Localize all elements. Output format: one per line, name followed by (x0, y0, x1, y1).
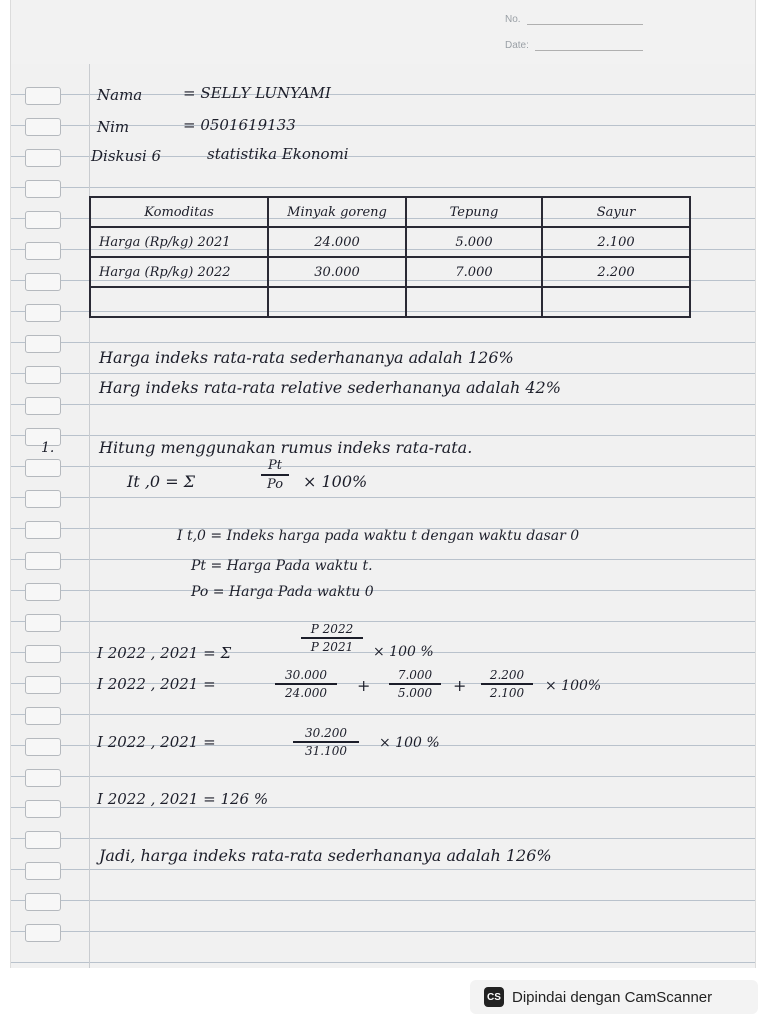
margin-box (25, 397, 61, 415)
table-cell (90, 287, 268, 317)
page-header (11, 0, 755, 64)
step3-fraction (293, 726, 359, 758)
margin-box (25, 924, 61, 942)
step1-rhs: × 100 % (373, 644, 434, 660)
margin-box (25, 490, 61, 508)
date-underline (535, 50, 643, 51)
table-header-row (90, 197, 690, 227)
step1-fraction (301, 622, 363, 654)
margin-box (25, 583, 61, 601)
margin-box (25, 273, 61, 291)
margin-box (25, 180, 61, 198)
margin-box (25, 645, 61, 663)
table-cell: 2.200 (542, 257, 690, 287)
formula-rhs: × 100% (303, 472, 368, 491)
margin-box (25, 366, 61, 384)
table-cell: 24.000 (268, 227, 406, 257)
step3-denominator: 31.100 (305, 744, 347, 758)
definition-3: Po = Harga Pada waktu 0 (191, 584, 374, 600)
step4: I 2022 , 2021 = 126 % (97, 790, 269, 808)
table-cell: Harga (Rp/kg) 2021 (90, 227, 268, 257)
margin-box (25, 211, 61, 229)
step1-lhs: I 2022 , 2021 = Σ (97, 644, 232, 662)
margin-box (25, 521, 61, 539)
step2-f2-numerator: 7.000 (397, 668, 433, 682)
header-sayur: Sayur (542, 197, 690, 227)
margin-box (25, 552, 61, 570)
margin-box (25, 769, 61, 787)
table-cell: 30.000 (268, 257, 406, 287)
table-cell (268, 287, 406, 317)
fraction-bar (389, 683, 441, 685)
step2-f3-denominator: 2.100 (489, 686, 525, 700)
margin-box (25, 335, 61, 353)
nim-value: = 0501619133 (183, 116, 296, 134)
margin-box (25, 676, 61, 694)
camscanner-text: Dipindai dengan CamScanner (512, 988, 713, 1006)
camscanner-badge (470, 980, 758, 1014)
margin-box (25, 614, 61, 632)
diskusi-value: statistika Ekonomi (207, 145, 349, 163)
step1-numerator: P 2022 (310, 622, 354, 636)
step2-fraction-1 (275, 668, 337, 700)
plus-sign: + (357, 676, 371, 695)
step2-f2-denominator: 5.000 (397, 686, 433, 700)
fraction-bar (261, 474, 289, 476)
table-cell (406, 287, 542, 317)
header-minyak-goreng: Minyak goreng (268, 197, 406, 227)
diskusi-label: Diskusi 6 (91, 147, 162, 165)
table-row (90, 257, 690, 287)
margin-box (25, 738, 61, 756)
margin-box (25, 800, 61, 818)
table-row (90, 227, 690, 257)
nama-value: = SELLY LUNYAMI (183, 84, 331, 102)
table-cell: 7.000 (406, 257, 542, 287)
statement-2: Harg indeks rata-rata relative sederhananya adalah 42% (99, 378, 561, 397)
question-number: 1. (41, 440, 55, 456)
table-cell: Harga (Rp/kg) 2022 (90, 257, 268, 287)
formula-fraction (261, 458, 289, 492)
step2-f1-numerator: 30.000 (285, 668, 327, 682)
nim-label: Nim (97, 118, 130, 136)
margin-box (25, 707, 61, 725)
margin-box (25, 118, 61, 136)
table-cell: 2.100 (542, 227, 690, 257)
fraction-bar (293, 741, 359, 743)
header-komoditas: Komoditas (90, 197, 268, 227)
table-row (90, 287, 690, 317)
conclusion: Jadi, harga indeks rata-rata sederhananya adalah 126% (99, 846, 552, 865)
formula-denominator: Po (266, 477, 284, 492)
step3-rhs: × 100 % (379, 735, 440, 751)
margin-box (25, 831, 61, 849)
step2-lhs: I 2022 , 2021 = (97, 675, 216, 693)
solution-intro: Hitung menggunakan rumus indeks rata-rata. (99, 438, 473, 457)
step3-numerator: 30.200 (305, 726, 347, 740)
statement-1: Harga indeks rata-rata sederhananya adalah 126% (99, 348, 514, 367)
header-tepung: Tepung (406, 197, 542, 227)
margin-box (25, 242, 61, 260)
table-cell: 5.000 (406, 227, 542, 257)
fraction-bar (301, 637, 363, 639)
no-label: No. (505, 14, 521, 25)
formula-numerator: Pt (268, 458, 282, 473)
notebook-page (10, 0, 756, 968)
step2-fraction-3 (481, 668, 533, 700)
step1-denominator: P 2021 (310, 640, 354, 654)
fraction-bar (275, 683, 337, 685)
formula-lhs: It ,0 = Σ (127, 472, 195, 491)
margin-box (25, 149, 61, 167)
step2-f1-denominator: 24.000 (285, 686, 327, 700)
camscanner-logo-icon: CS (484, 987, 504, 1007)
nama-label: Nama (97, 86, 143, 104)
commodity-table (89, 196, 691, 318)
step2-fraction-2 (389, 668, 441, 700)
step2-rhs: × 100% (545, 678, 602, 694)
margin-box (25, 459, 61, 477)
step2-f3-numerator: 2.200 (489, 668, 525, 682)
step3-lhs: I 2022 , 2021 = (97, 733, 216, 751)
fraction-bar (481, 683, 533, 685)
date-label: Date: (505, 40, 529, 51)
margin-box (25, 862, 61, 880)
margin-box (25, 893, 61, 911)
margin-box (25, 87, 61, 105)
table-cell (542, 287, 690, 317)
plus-sign: + (453, 676, 467, 695)
margin-box (25, 304, 61, 322)
definition-1: I t,0 = Indeks harga pada waktu t dengan waktu dasar 0 (177, 528, 580, 544)
no-underline (527, 24, 643, 25)
definition-2: Pt = Harga Pada waktu t. (191, 558, 373, 574)
